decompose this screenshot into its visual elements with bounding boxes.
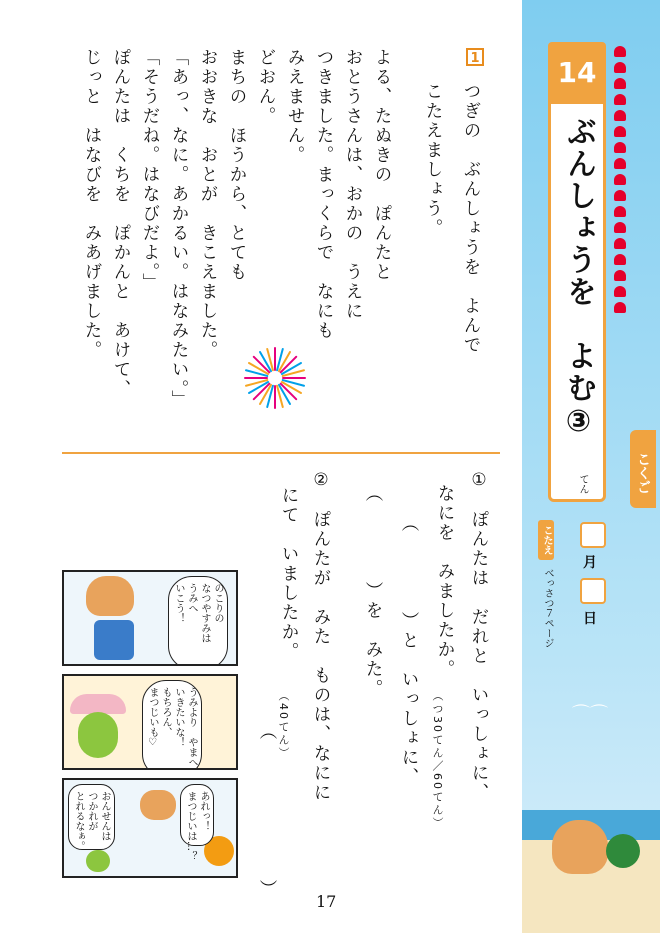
tick-mark	[614, 94, 626, 105]
shiba-beach-icon	[552, 820, 608, 874]
day-label: 日	[583, 611, 597, 627]
tick-mark	[614, 286, 626, 297]
subject-tab[interactable]: こくご	[630, 430, 656, 508]
tick-mark	[614, 174, 626, 185]
question-1-number: 1	[466, 48, 484, 66]
tick-mark	[614, 158, 626, 169]
kotae-page: べっさつ７ページ	[542, 568, 553, 648]
lesson-title: ぶんしょうを よむ③	[561, 116, 596, 441]
passage-line: みえません。	[285, 48, 305, 165]
shiba-dog-icon	[86, 576, 134, 616]
tick-mark	[614, 302, 626, 313]
sub1-line1: ぽんたは だれと いっしょに、	[469, 510, 489, 803]
section-divider	[62, 452, 500, 454]
sub1-line2: なにを みましたか。	[435, 484, 455, 679]
passage-line: じっと はなびを みあげました。	[82, 48, 102, 360]
tick-mark	[614, 190, 626, 201]
kotae-label: こたえ	[538, 520, 554, 560]
dog-shirt	[94, 620, 134, 660]
tick-column	[614, 46, 628, 318]
watermelon-icon	[606, 834, 640, 868]
fireworks-icon	[240, 340, 310, 430]
lesson-number: 14	[548, 42, 606, 104]
manga-bubble-3b: おんせんは つかれが とれるなぁ。	[68, 784, 115, 850]
shiba-dog-small-icon	[140, 790, 176, 820]
manga-panel-1	[62, 570, 238, 666]
manga-strip	[62, 570, 238, 884]
passage-line: まちの ほうから、とても	[227, 48, 247, 282]
passage-line: 「あっ、なに。あかるい。はなみたい。」	[169, 48, 189, 410]
day-input[interactable]	[580, 578, 606, 604]
tick-mark	[614, 238, 626, 249]
tick-mark	[614, 142, 626, 153]
score-label: てん	[577, 474, 588, 494]
manga-panel-2	[62, 674, 238, 770]
tick-mark	[614, 78, 626, 89]
parrot-icon	[78, 712, 118, 758]
tick-mark	[614, 46, 626, 57]
passage-line: つきました。まっくらで なにも	[314, 48, 334, 341]
passage-line: おおきな おとが きこえました。	[198, 48, 218, 360]
passage-line: よる、たぬきの ぽんたと	[372, 48, 392, 282]
passage-line: どおん。	[256, 48, 276, 126]
sub2-line2: にて いましたか。	[279, 486, 299, 662]
passage-line: おとうさんは、おかの うえに	[343, 48, 363, 321]
tick-mark	[614, 254, 626, 265]
turtle-icon	[86, 850, 110, 872]
manga-bubble-3a: あれっ！ まつじいは…？	[180, 784, 214, 846]
sub1-answer-line1[interactable]: （ ）と いっしょに、	[399, 514, 419, 787]
sub1-label: ①	[469, 470, 489, 492]
tick-mark	[614, 126, 626, 137]
tick-mark	[614, 222, 626, 233]
tick-mark	[614, 62, 626, 73]
page-number: 17	[316, 892, 337, 911]
tick-mark	[614, 206, 626, 217]
sub2-points: （40てん）	[277, 690, 290, 760]
manga-panel-3	[62, 778, 238, 878]
tick-mark	[614, 270, 626, 281]
straw-hat-icon	[70, 694, 126, 714]
sub2-line1: ぽんたが みた ものは、なにに	[311, 510, 331, 803]
sub2-answer-box[interactable]: （ ）	[257, 722, 277, 897]
sub1-points: （つ30てん／60てん）	[431, 690, 444, 830]
manga-bubble-1: のこりの なつやすみは うみへ いこう！	[168, 576, 228, 666]
passage-line: 「そうだね。はなびだよ。」	[140, 48, 160, 293]
seagull-icon: ⌒⌒	[572, 704, 608, 725]
sub2-label: ②	[311, 470, 331, 492]
month-label: 月	[583, 555, 597, 571]
question-1-instruction: つぎの ぶんしょうを よんで こたえましょう。	[423, 82, 481, 355]
manga-bubble-2: うみより やまへ いきたいな！ もちろん、 まつじいも♡	[142, 680, 202, 770]
month-input[interactable]	[580, 522, 606, 548]
passage	[74, 48, 396, 448]
tick-mark	[614, 110, 626, 121]
sub1-answer-line2[interactable]: （ ）を みた。	[363, 484, 383, 699]
passage-line: ぽんたは くちを ぽかんと あけて、	[111, 48, 131, 399]
